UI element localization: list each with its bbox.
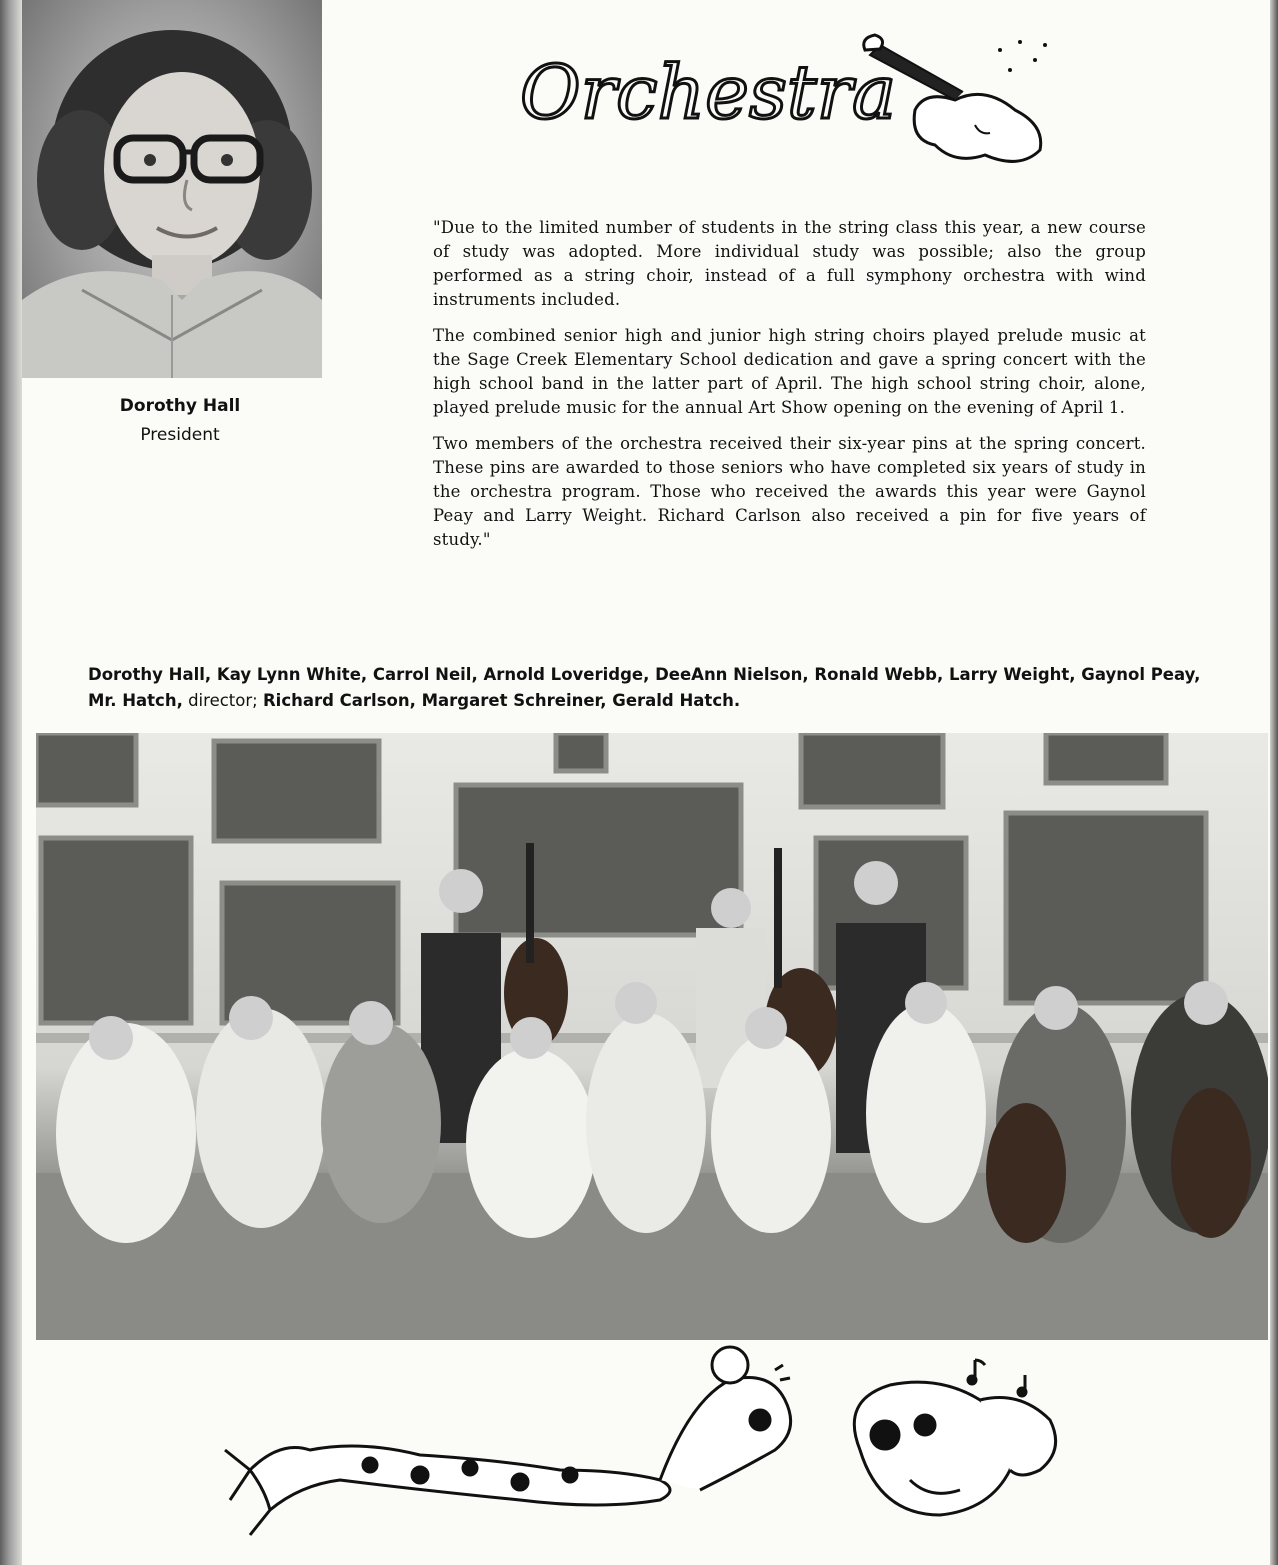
bottom-doodles (220, 1340, 1080, 1555)
paragraph-3: Two members of the orchestra received their six-year pins at the spring concert. These pins are awarded to those seniors who have completed six years of study in the orchestra program. Those who received the awards this year were Gaynol Peay and Larry Weight. Richard Carlson also received a pin for five years of study." (433, 434, 1146, 549)
book-spine-left (0, 0, 22, 1565)
book-spine-right (1270, 0, 1278, 1565)
group-photo-caption (88, 662, 1238, 714)
heading-text: Orchestra (520, 50, 897, 136)
group-photo (36, 733, 1268, 1340)
portrait-name: Dorothy Hall (119, 396, 241, 416)
mermaid-icon (225, 1347, 791, 1535)
orchestra-heading (515, 30, 1075, 170)
singing-shell-creature-icon (854, 1360, 1055, 1515)
caption-director-name: Mr. Hatch, (88, 691, 183, 710)
caption-director-role: director; (182, 691, 263, 710)
caption-names-line: Dorothy Hall, Kay Lynn White, Carrol Neil, Arnold Loveridge, DeeAnn Nielson, Ronald Webb, Larry Weight, Gaynol Peay, (88, 665, 1201, 684)
portrait-title: President (140, 425, 220, 445)
portrait-photo (22, 0, 322, 378)
article-body (433, 216, 1146, 564)
caption-rest: Richard Carlson, Margaret Schreiner, Gerald Hatch. (262, 691, 741, 710)
paragraph-2: The combined senior high and junior high string choirs played prelude music at the Sage Creek Elementary School dedication and gave a spring concert with the high school band in the latter part of April. The high school string choir, alone, played prelude music for the annual Art Show opening on the evening of April 1. (433, 326, 1146, 417)
paragraph-1: "Due to the limited number of students in the string class this year, a new course of study was adopted. More individual study was possible; also the group performed as a string choir, instead of a full symphony orchestra with wind instruments included. (433, 218, 1146, 309)
